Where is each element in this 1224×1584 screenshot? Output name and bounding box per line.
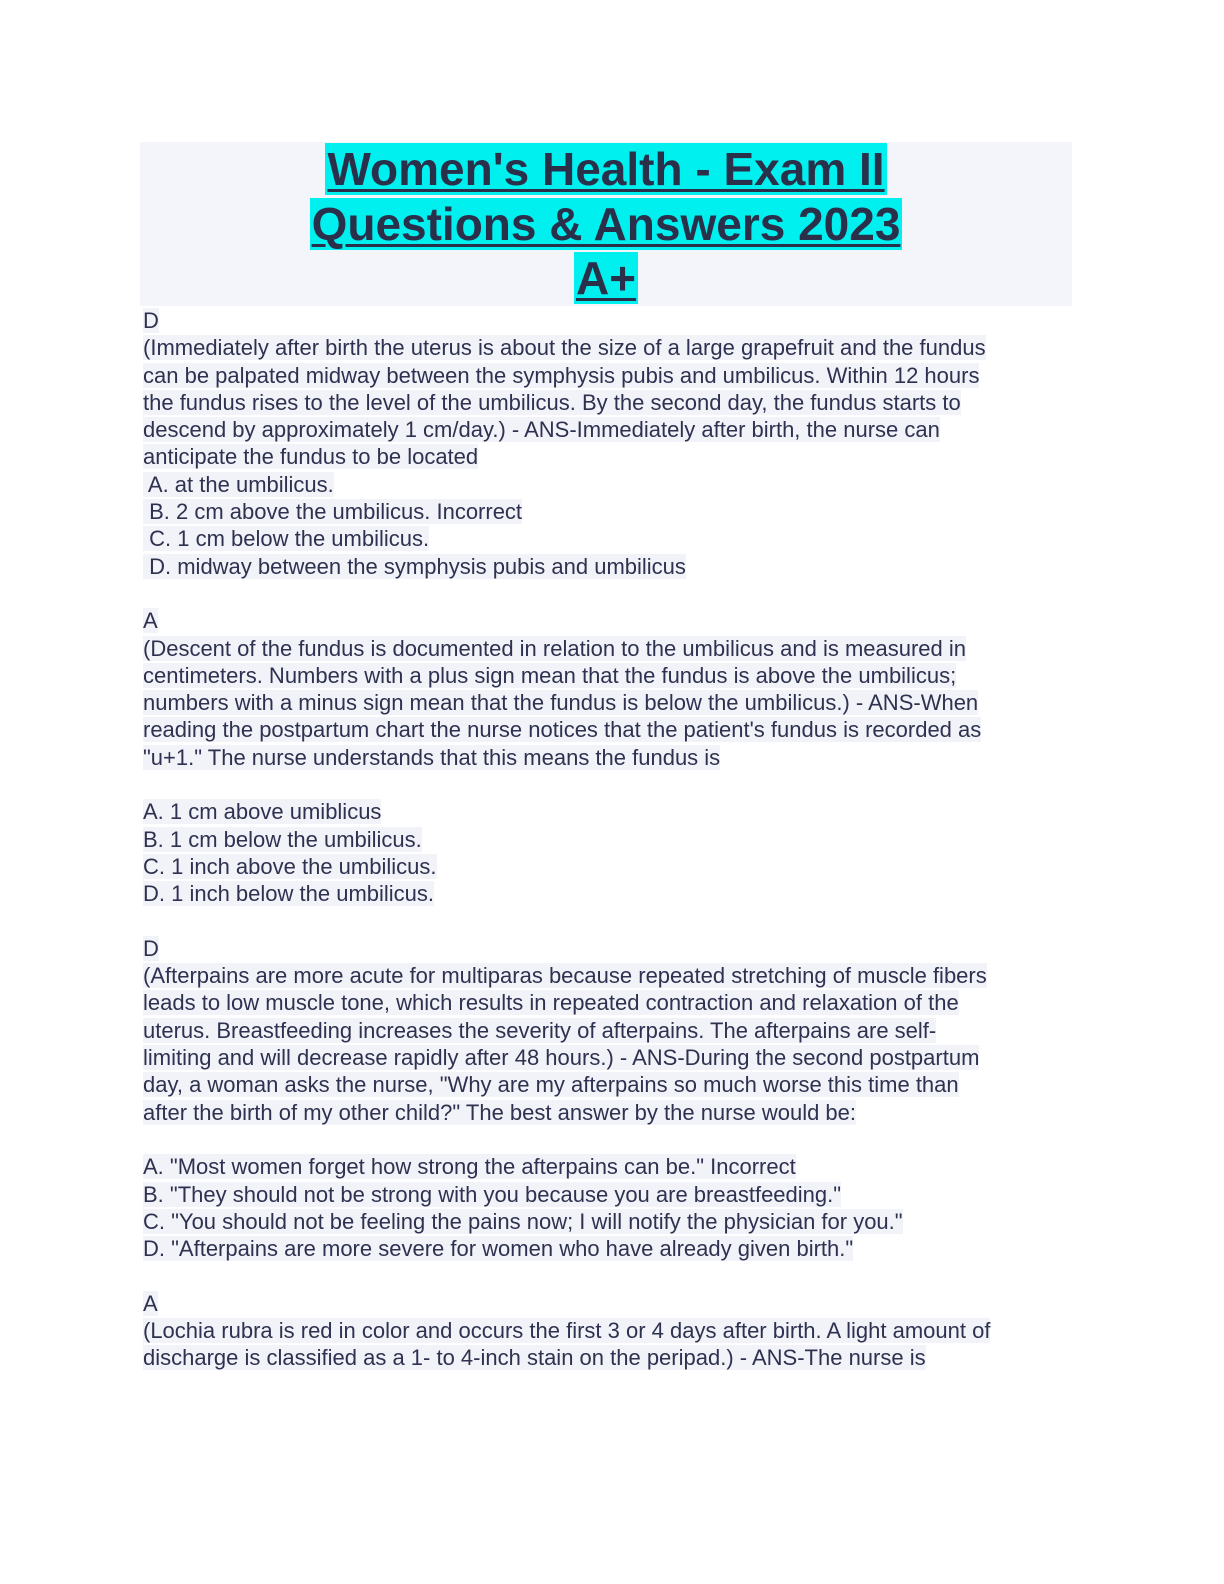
spacer (143, 1262, 1083, 1289)
spacer (143, 1126, 1083, 1153)
document-title (140, 142, 1072, 306)
question-text-line: (Lochia rubra is red in color and occurs the first 3 or 4 days after birth. A light amount of (143, 1317, 991, 1343)
question-text-line: (Afterpains are more acute for multiparas because repeated stretching of muscle fibers (143, 963, 987, 989)
question-2 (143, 607, 1083, 907)
question-text-line: anticipate the fundus to be located (143, 444, 479, 470)
question-text-line: the fundus rises to the level of the umbilicus. By the second day, the fundus starts to (143, 389, 961, 415)
title-line-2: Questions & Answers 2023 (311, 197, 901, 250)
question-1 (143, 307, 1083, 580)
answer-key: D (143, 935, 159, 961)
answer-option: A. 1 cm above umiblicus (143, 799, 382, 825)
question-3 (143, 935, 1083, 1263)
question-text-line: after the birth of my other child?" The best answer by the nurse would be: (143, 1099, 857, 1125)
question-text-line: centimeters. Numbers with a plus sign mean that the fundus is above the umbilicus; (143, 662, 957, 688)
answer-option: C. 1 cm below the umbilicus. (143, 526, 430, 552)
answer-key: D (143, 308, 159, 333)
title-line-1: Women's Health - Exam II (327, 143, 885, 195)
spacer (143, 580, 1083, 607)
question-text-line: reading the postpartum chart the nurse notices that the patient's fundus is recorded as (143, 717, 982, 743)
answer-option: D. "Afterpains are more severe for women who have already given birth." (143, 1236, 854, 1262)
answer-option: B. 2 cm above the umbilicus. Incorrect (143, 499, 523, 525)
answer-option: D. 1 inch below the umbilicus. (143, 881, 435, 907)
answer-option: B. "They should not be strong with you because you are breastfeeding." (143, 1181, 842, 1207)
answer-key: A (143, 1290, 158, 1316)
answer-option: C. "You should not be feeling the pains now; I will notify the physician for you." (143, 1208, 903, 1234)
title-line-3: A+ (575, 252, 637, 304)
question-text-line: "u+1." The nurse understands that this means the fundus is (143, 744, 721, 770)
document-body (143, 307, 1083, 1372)
answer-option: C. 1 inch above the umbilicus. (143, 853, 437, 879)
answer-option: B. 1 cm below the umbilicus. (143, 826, 422, 852)
spacer (143, 908, 1083, 935)
question-text-line: leads to low muscle tone, which results in repeated contraction and relaxation of the (143, 990, 959, 1016)
question-text-line: descend by approximately 1 cm/day.) - ANS-Immediately after birth, the nurse can (143, 417, 940, 443)
question-text-line: uterus. Breastfeeding increases the severity of afterpains. The afterpains are self- (143, 1017, 937, 1043)
spacer (143, 771, 1083, 798)
answer-option: A. "Most women forget how strong the afterpains can be." Incorrect (143, 1154, 796, 1180)
question-text-line: numbers with a minus sign mean that the fundus is below the umbilicus.) - ANS-When (143, 690, 979, 716)
question-text-line: (Descent of the fundus is documented in relation to the umbilicus and is measured in (143, 635, 967, 661)
question-text-line: (Immediately after birth the uterus is about the size of a large grapefruit and the fundus (143, 335, 986, 361)
question-text-line: can be palpated midway between the symphysis pubis and umbilicus. Within 12 hours (143, 362, 980, 388)
question-text-line: limiting and will decrease rapidly after 48 hours.) - ANS-During the second postpartum (143, 1045, 980, 1071)
question-text-line: discharge is classified as a 1- to 4-inch stain on the peripad.) - ANS-The nurse is (143, 1345, 926, 1371)
answer-option: D. midway between the symphysis pubis and umbilicus (143, 553, 686, 579)
question-text-line: day, a woman asks the nurse, "Why are my afterpains so much worse this time than (143, 1072, 959, 1098)
question-4 (143, 1290, 1083, 1372)
answer-option: A. at the umbilicus. (143, 471, 334, 497)
answer-key: A (143, 608, 158, 634)
